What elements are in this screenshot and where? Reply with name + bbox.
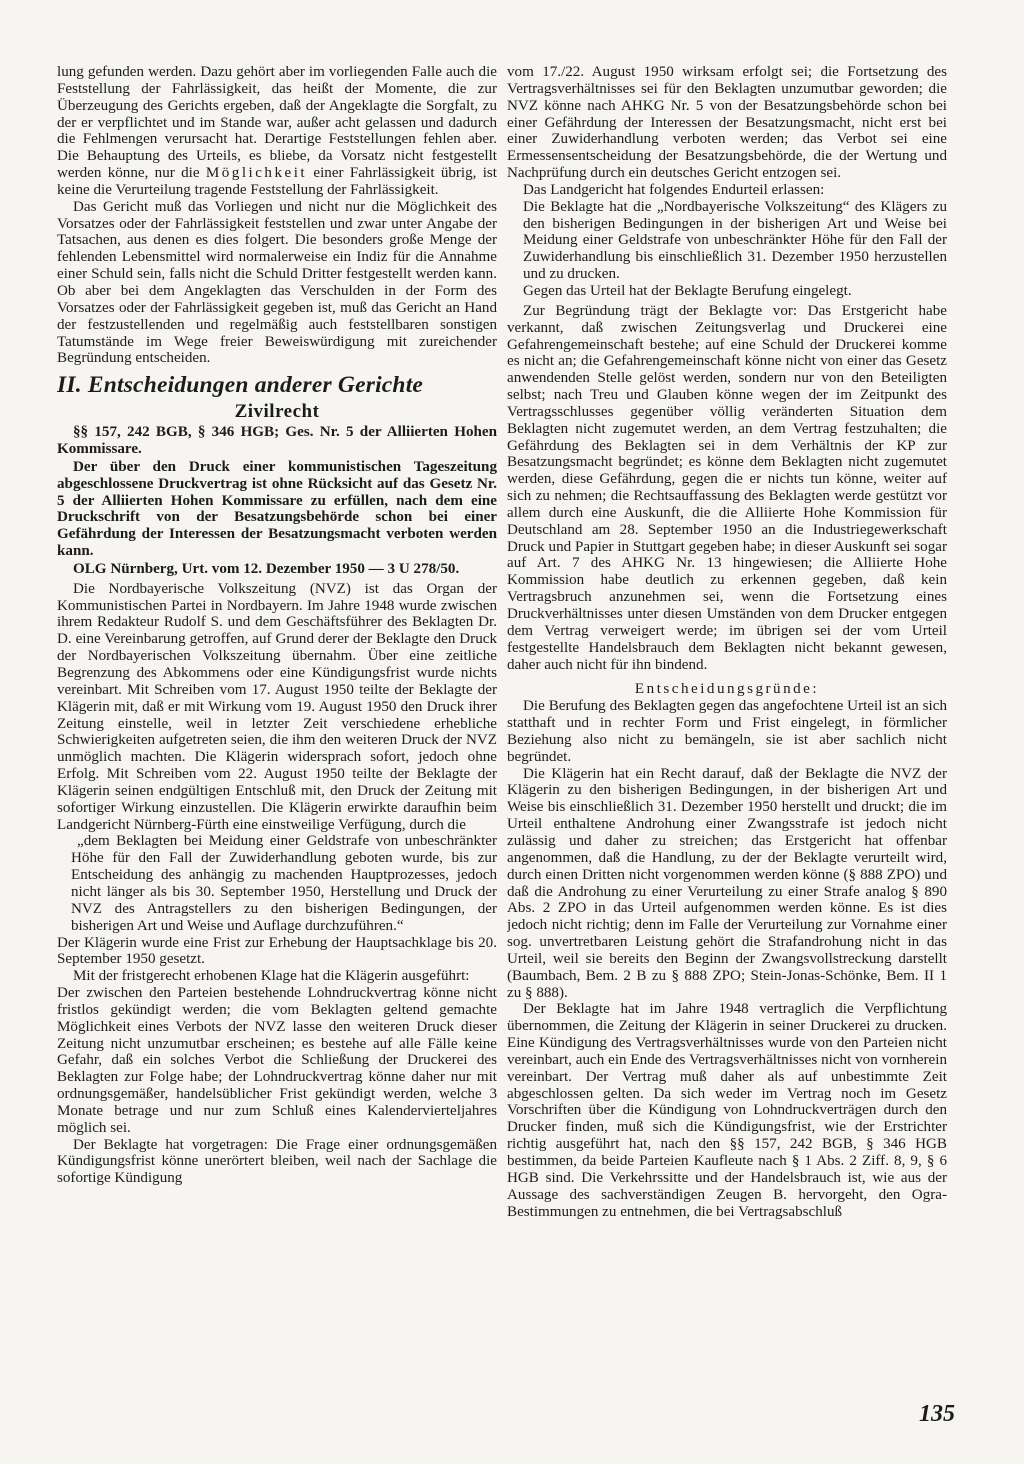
right-paragraph-7: Die Klägerin hat ein Recht darauf, daß der Beklagte die NVZ der Klägerin zu den bisherigen Bedingungen, in der bisherigen Art und Weise bis einschließlich 31. Dezember 1950 herstellt und druckt; die im Urteil enthaltene Androhung einer Zwangsstrafe ist jedoch nicht zulässig und daher zu streichen; das Erstgericht hat offenbar angenommen, daß die Handlung, zu der der Beklagte verurteilt wird, durch einen Dritten nicht vorgenommen werden könne (§ 888 ZPO) und daß die Androhung zu einer Verurteilung zu einer Strafe analog § 890 Abs. 2 ZPO in das Urteil aufgenommen werden könne. Es ist dies jedoch nicht richtig; denn im Falle der Verurteilung zur Vornahme einer sog. unvertretbaren Leistung gehört die Strafandrohung nicht in das Urteil, weil sie bereits den Beginn der Zwangsvollstreckung darstellt (Baumbach, Bem. 2 B zu § 888 ZPO; Stein-Jonas-Schönke, Bem. II 1 zu § 888). <box>507 765 947 1001</box>
left-paragraph-1-text-b: einer Fahrlässigkeit übrig, ist keine die Verurteilung tragende Feststellung der Fahrlässigkeit. <box>57 165 497 198</box>
injunction-quote: „dem Beklagten bei Meidung einer Geldstrafe von unbeschränkter Höhe für den Fall der Zuwiderhandlung geboten wurde, bis zur Entscheidung des anhängig zu machenden Hauptprozesses, jedoch nicht länger als bis 30. September 1950, Herstellung und Druck der NVZ des Antragstellers zu den bisherigen Bedingungen, der bisherigen Art und Weise und Auflage durchzuführen.“ <box>71 833 497 934</box>
right-paragraph-2: Das Landgericht hat folgendes Endurteil erlassen: <box>523 181 825 198</box>
legal-norms: §§ 157, 242 BGB, § 346 HGB; Ges. Nr. 5 der Alliierten Hohen Kommissare. <box>57 424 497 458</box>
left-paragraph-1-text-a: lung gefunden werden. Dazu gehört aber im vorliegenden Falle auch die Feststellung der Fahrlässigkeit, das heißt der Momente, die zur Überzeugung des Gerichts ergeben, daß der Angeklagte die Sorgfalt, zu der er verpflichtet und im Stande war, außer acht gelassen und dadurch die Fehlmengen verursacht hat. Derartige Feststellungen fehlen aber. Die Behauptung des Urteils, es bliebe, da Vorsatz nicht festgestellt werden könne, nur die <box>57 64 497 182</box>
right-paragraph-8: Der Beklagte hat im Jahre 1948 vertraglich die Verpflichtung übernommen, die Zeitung der Klägerin in seiner Druckerei zu drucken. Eine Kündigung des Vertragsverhältnisses wurde von den Parteien nicht vereinbart, auch ein Ende des Vertragsverhältnisses nicht von vornherein vereinbart. Der Vertrag muß daher als auf unbestimmte Zeit abgeschlossen gelten. Da sich weder im Vertrag noch im Gesetz Vorschriften über die Kündigung von Lohndruckverträgen durch den Drucker finden, muß sich die Kündigungsfrist, wie der Erstrichter richtig ausgeführt hat, nach den §§ 157, 242 BGB, § 346 HGB bestimmen, da beide Parteien Kaufleute nach § 1 Abs. 2 Ziff. 8, 9, § 6 HGB sind. Die Verkehrssitte und der Handelsbrauch ist, wie aus der Aussage des sachverständigen Zeugen B. hervorgeht, den Ogra-Bestimmungen zu entnehmen, die bei Vertragsabschluß <box>507 1001 947 1220</box>
right-paragraph-6: Die Berufung des Beklagten gegen das angefochtene Urteil ist an sich statthaft und in rechter Form und Frist eingelegt, in förmlicher Beziehung also nicht zu bemängeln, sie ist aber sachlich nicht begründet. <box>507 698 947 765</box>
case-citation: OLG Nürnberg, Urt. vom 12. Dezember 1950 — 3 U 278/50. <box>73 560 460 577</box>
right-column <box>507 64 947 1400</box>
left-paragraph-2: Das Gericht muß das Vorliegen und nicht nur die Möglichkeit des Vorsatzes oder der Fahrlässigkeit feststellen und zwar unter Angabe der Tatsachen, aus denen es dies folgert. Die besonders große Menge der fehlenden Lebensmittel wird normalerweise ein Indiz für die Annahme einer Schuld sein, falls nicht die Schuld Dritter festgestellt werden kann. Ob aber bei dem Angeklagten das Verschulden in der Form des Vorsatzes oder der Fahrlässigkeit gegeben ist, muß das Gericht an Hand der festzustellenden und regelmäßig auch feststellbaren sonstigen Tatumstände im Wege freier Beweiswürdigung mit zureichender Begründung entscheiden. <box>57 198 497 367</box>
left-paragraph-1 <box>57 64 497 199</box>
headnote: Der über den Druck einer kommunistischen Tageszeitung abgeschlossene Druckvertrag ist ohne Rücksicht auf das Gesetz Nr. 5 der Alliierten Hohen Kommissare zu erfüllen, nach dem eine Druckschrift von der Besatzungsbehörde schon bei einer Gefährdung der Interessen der Besatzungsmacht verboten werden kann. <box>57 458 497 560</box>
right-paragraph-1: vom 17./22. August 1950 wirksam erfolgt sei; die Fortsetzung des Vertragsverhältnisses sei für den Beklagten unzumutbar geworden; die NVZ könne nach AHKG Nr. 5 von der Besatzungsbehörde schon bei einer Gefährdung der Interessen der Besatzungsmacht, nicht erst bei einer Zuwiderhandlung verboten werden; das Verbot sei eine Ermessensentscheidung der Besatzungsbehörde, die der Wertung und Nachprüfung durch ein deutsches Gericht entzogen sei. <box>507 64 947 182</box>
page-number: 135 <box>919 1401 955 1427</box>
facts-paragraph: Die Nordbayerische Volkszeitung (NVZ) ist das Organ der Kommunistischen Partei in Nordbayern. Im Jahre 1948 wurde zwischen ihrem Redakteur Rudolf S. und dem Geschäftsführer des Beklagten Dr. D. eine Vereinbarung getroffen, auf Grund derer der Beklagte den Druck der Nordbayerischen Volkszeitung übernahm. Über eine zeitliche Begrenzung des Abkommens oder eine Kündigungsfrist wurde nichts vereinbart. Mit Schreiben vom 17. August 1950 teilte der Beklagte der Klägerin mit, daß er mit Wirkung vom 19. August 1950 den Druck ihrer Zeitung einstelle, weil in letzter Zeit verschiedene erhebliche Schwierigkeiten aufgetreten seien, die ihm den weiteren Druck der NVZ unmöglich machten. Die Klägerin widersprach sofort, jedoch ohne Erfolg. Mit Schreiben vom 22. August 1950 teilte der Beklagte der Klägerin seinen endgültigen Entschluß mit, den Druck der Zeitung mit sofortiger Wirkung einzustellen. Die Klägerin erwirkte daraufhin beim Landgericht Nürnberg-Fürth eine einstweilige Verfügung, durch die <box>57 580 497 833</box>
emphasized-term: Möglichkeit <box>205 165 308 182</box>
subsection-heading: Zivilrecht <box>234 401 320 423</box>
section-heading: II. Entscheidungen anderer Gerichte <box>57 372 424 399</box>
left-paragraph-7: Der Beklagte hat vorgetragen: Die Frage einer ordnungsgemäßen Kündigungsfrist könne unerörtert bleiben, weil nach der Sachlage die sofortige Kündigung <box>57 1136 497 1187</box>
appeal-grounds: Zur Begründung trägt der Beklagte vor: Das Erstgericht habe verkannt, daß zwischen Zeitungsverlag und Druckerei eine Gefahrengemeinschaft bestehe; auf eine Schuld der Druckerei komme es nicht an; die Gefahrengemeinschaft könne nicht von einer das Gesetz anwendenden Stelle gelöst werden, sondern nur von den Beteiligten selbst; nach Treu und Glauben könne wegen der im Zeitpunkt des Vertragsschlusses gegenüber völlig veränderten Situation dem Beklagten nicht zugemutet werden, an dem Vertrag festzuhalten; die Gefährdung des Beklagten sei in dem Verhältnis der KP zur Besatzungsmacht begründet; es könne dem Beklagten nicht zugemutet werden, diese Gefährdung, gegen die er nichts tun könne, weiter auf sich zu nehmen; die Rechtsauffassung des Beklagten werde gestützt vor allem durch eine Auskunft, die die Alliierte Hohe Kommission für Deutschland am 28. September 1950 an die Industriegewerkschaft Druck und Papier in Stuttgart gegeben habe; in dieser Auskunft sei sogar auf Art. 7 des AHKG Nr. 13 hingewiesen; die Alliierte Hohe Kommission habe deutlich zu erkennen gegeben, daß kein Vertragsbruch anzunehmen sei, wenn die Fortsetzung eines Druckverhältnisses unter diesen Umständen von dem Drucker entgegen dem Vertrag verweigert werde; im übrigen sei der vom Urteil festgestellte Handelsbrauch dem Beklagten nicht bekannt gewesen, daher auch nicht für ihn bindend. <box>507 302 947 673</box>
reasons-heading: Entscheidungsgründe: <box>634 681 820 698</box>
right-paragraph-4: Gegen das Urteil hat der Beklagte Berufung eingelegt. <box>523 282 852 299</box>
lower-court-judgment: Die Beklagte hat die „Nordbayerische Volkszeitung“ des Klägers zu den bisherigen Bedingungen in der bisherigen Art und Weise bei Meidung einer Geldstrafe von unbeschränkter Höhe für den Fall der Zuwiderhandlung bis einschließlich 31. Dezember 1950 herzustellen und zu drucken. <box>523 198 947 283</box>
left-paragraph-5: Mit der fristgerecht erhobenen Klage hat die Klägerin ausgeführt: <box>73 968 470 985</box>
plaintiff-argument: Der zwischen den Parteien bestehende Lohndruckvertrag könne nicht fristlos gekündigt werden; die vom Beklagten geltend gemachte Möglichkeit eines Verbots der NVZ lasse den weiteren Druck dieser Zeitung nicht unzumutbar erscheinen; es bestehe auf alle Fälle keine Gefahr, daß ein solches Verbot die Schließung der Druckerei des Beklagten zur Folge habe; der Lohndruckvertrag könne daher nur mit ordnungsgemäßer, handelsüblicher Frist gekündigt werden, welche 3 Monate betrage und nur zum Schluß eines Kalendervierteljahres möglich sei. <box>57 985 497 1136</box>
left-paragraph-4: Der Klägerin wurde eine Frist zur Erhebung der Hauptsachklage bis 20. September 1950 gesetzt. <box>57 934 497 968</box>
left-column <box>57 64 497 1400</box>
